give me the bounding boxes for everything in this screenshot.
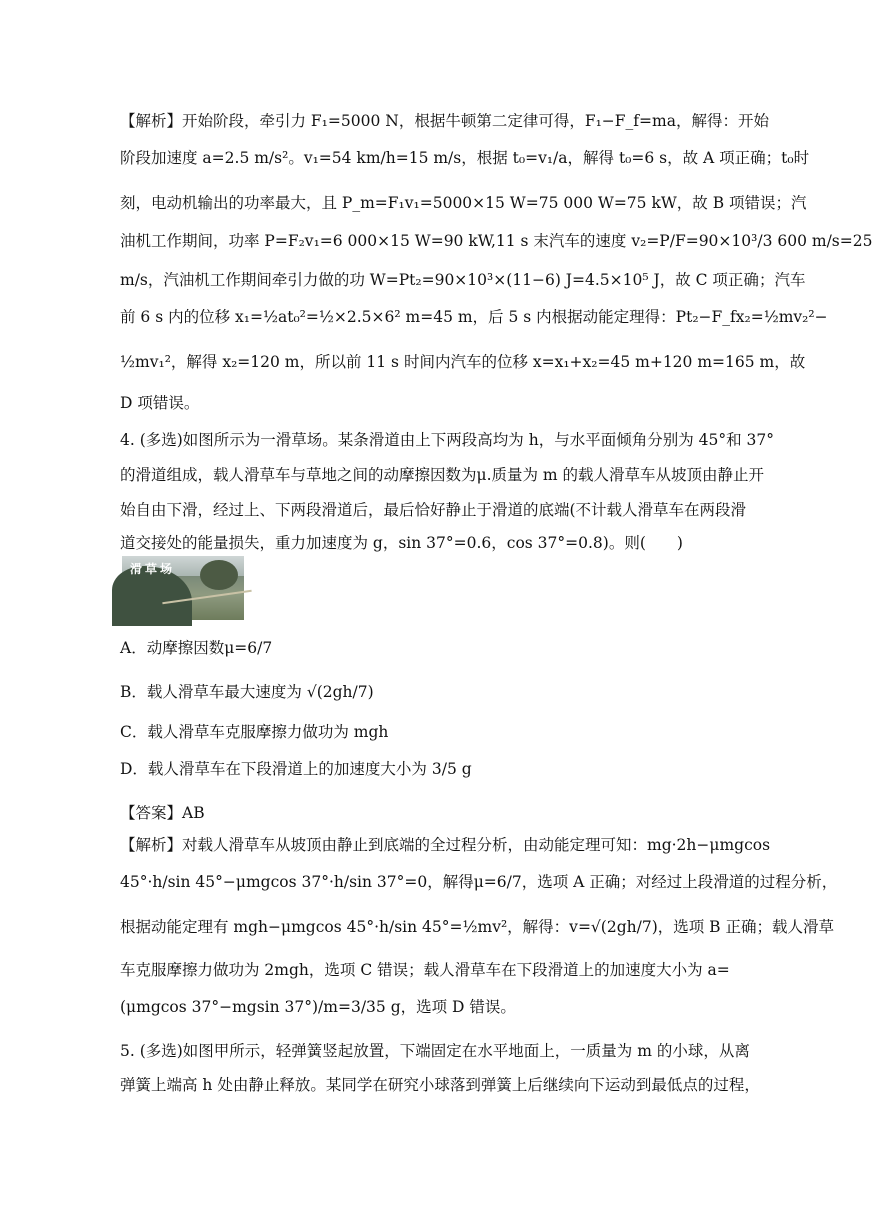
option-b: B．载人滑草车最大速度为 √(2gh/7) — [120, 683, 374, 701]
text-line: 根据动能定理有 mgh−μmgcos 45°·h/sin 45°=½mv²，解得：v=√(2gh/7)，选项 B 正确；载人滑草 — [120, 918, 834, 936]
option-a: A．动摩擦因数μ=6/7 — [120, 639, 273, 657]
option-d: D．载人滑草车在下段滑道上的加速度大小为 3/5 g — [120, 760, 472, 778]
photo-tree — [200, 560, 238, 590]
text-line: (μmgcos 37°−mgsin 37°)/m=3/35 g，选项 D 错误。 — [120, 998, 516, 1016]
text-line: 车克服摩擦力做功为 2mgh，选项 C 错误；载人滑草车在下段滑道上的加速度大小为 a= — [120, 961, 730, 979]
text-line: 45°·h/sin 45°−μmgcos 37°·h/sin 37°=0，解得μ=6/7，选项 A 正确；对经过上段滑道的过程分析， — [120, 873, 838, 891]
text-line: 【解析】开始阶段，牵引力 F₁=5000 N，根据牛顿第二定律可得，F₁−F_f=ma，解得：开始 — [120, 112, 769, 130]
text-line: 弹簧上端高 h 处由静止释放。某同学在研究小球落到弹簧上后继续向下运动到最低点的过程， — [120, 1076, 760, 1094]
text-line: ½mv₁²，解得 x₂=120 m，所以前 11 s 时间内汽车的位移 x=x₁+x₂=45 m+120 m=165 m，故 — [120, 353, 806, 371]
question-4: 4. (多选)如图所示为一滑草场。某条滑道由上下两段高均为 h，与水平面倾角分别为 45°和 37° — [120, 431, 775, 449]
text-line: 的滑道组成，载人滑草车与草地之间的动摩擦因数为μ.质量为 m 的载人滑草车从坡顶由静止开 — [120, 466, 765, 484]
text-line: m/s，汽油机工作期间牵引力做的功 W=Pt₂=90×10³×(11−6) J=4.5×10⁵ J，故 C 项正确；汽车 — [120, 271, 806, 289]
grass-ski-photo — [122, 556, 244, 620]
text-line: D 项错误。 — [120, 394, 200, 412]
text-line: 道交接处的能量损失，重力加速度为 g，sin 37°=0.6，cos 37°=0.8)。则( ) — [120, 534, 683, 552]
option-c: C．载人滑草车克服摩擦力做功为 mgh — [120, 723, 389, 741]
analysis-line: 【解析】对载人滑草车从坡顶由静止到底端的全过程分析，由动能定理可知：mg·2h−μmgcos — [120, 836, 771, 854]
text-line: 前 6 s 内的位移 x₁=½at₀²=½×2.5×6² m=45 m，后 5 s 内根据动能定理得：Pt₂−F_fx₂=½mv₂²− — [120, 308, 828, 326]
answer-line: 【答案】AB — [120, 804, 205, 822]
text-line: 油机工作期间，功率 P=F₂v₁=6 000×15 W=90 kW,11 s 末汽车的速度 v₂=P/F=90×10³/3 600 m/s=25 — [120, 232, 872, 250]
question-5: 5. (多选)如图甲所示，轻弹簧竖起放置，下端固定在水平地面上，一质量为 m 的小球，从离 — [120, 1042, 750, 1060]
text-line: 阶段加速度 a=2.5 m/s²。v₁=54 km/h=15 m/s，根据 t₀=v₁/a，解得 t₀=6 s，故 A 项正确；t₀时 — [120, 149, 810, 167]
text-line: 刻，电动机输出的功率最大，且 P_m=F₁v₁=5000×15 W=75 000 W=75 kW，故 B 项错误；汽 — [120, 194, 807, 212]
photo-caption: 滑草场 — [130, 562, 176, 576]
text-line: 始自由下滑，经过上、下两段滑道后，最后恰好静止于滑道的底端(不计载人滑草车在两段滑 — [120, 501, 747, 519]
